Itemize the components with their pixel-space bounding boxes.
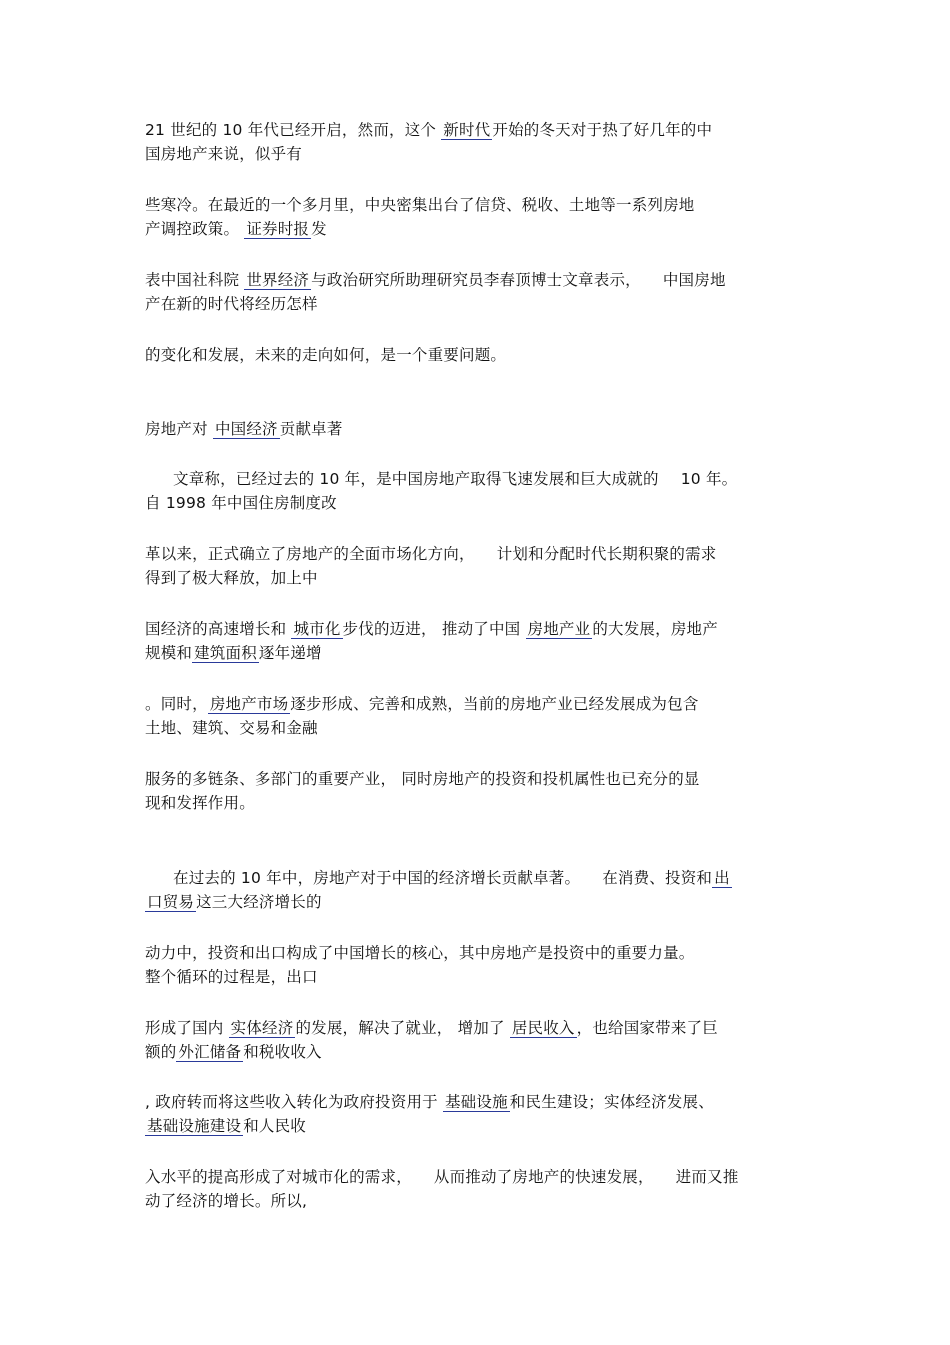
paragraph-body-6: 在过去的 10 年中，房地产对于中国的经济增长贡献卓著。 在消费、投资和 出 口贸易 这三大经济增长的 <box>147 869 730 911</box>
section-heading: 房地产对 中国经济 贡献卓著 <box>145 420 343 438</box>
paragraph-intro-1: 21 世纪的 10 年代已经开启，然而，这个 新时代 开始的冬天对于热了好几年的中 国房地产来说，似乎有 <box>145 121 713 163</box>
paragraph-body-5: 服务的多链条、多部门的重要产业， 同时房地产的投资和投机属性也已充分的显 现和发挥作用。 <box>145 770 700 812</box>
link-building-area[interactable]: 建筑面积 <box>194 644 257 662</box>
paragraph-body-10: 入水平的提高形成了对城市化的需求， 从而推动了房地产的快速发展， 进而又推 动了经济的增长。所以, <box>145 1168 739 1210</box>
paragraph-body-1: 文章称，已经过去的 10 年，是中国房地产取得飞速发展和巨大成就的 10 年。 自 1998 年中国住房制度改 <box>145 470 738 512</box>
paragraph-intro-2: 些寒冷。在最近的一个多月里，中央密集出台了信贷、税收、土地等一系列房地 产调控政策。 证券时报 发 <box>145 196 695 238</box>
link-china-economy[interactable]: 中国经济 <box>214 420 278 438</box>
link-real-economy[interactable]: 实体经济 <box>230 1019 294 1037</box>
link-export-trade-part1[interactable]: 出 <box>714 869 730 887</box>
paragraph-body-2: 革以来，正式确立了房地产的全面市场化方向， 计划和分配时代长期积聚的需求 得到了极大释放，加上中 <box>145 545 717 587</box>
link-new-era[interactable]: 新时代 <box>443 121 491 139</box>
link-real-estate-market[interactable]: 房地产市场 <box>209 695 289 713</box>
link-export-trade-part2[interactable]: 口贸易 <box>147 893 195 911</box>
paragraph-body-7: 动力中，投资和出口构成了中国增长的核心，其中房地产是投资中的重要力量。 整个循环的过程是，出口 <box>145 944 695 986</box>
link-infrastructure-construction[interactable]: 基础设施建设 <box>147 1117 242 1135</box>
link-securities-times[interactable]: 证券时报 <box>246 220 310 238</box>
link-urbanization[interactable]: 城市化 <box>293 620 341 638</box>
link-infrastructure[interactable]: 基础设施 <box>444 1093 508 1111</box>
link-resident-income[interactable]: 居民收入 <box>511 1019 575 1037</box>
paragraph-body-3: 国经济的高速增长和 城市化 步伐的迈进， 推动了中国 房地产业 的大发展，房地产 规模和 建筑面积 逐年递增 <box>145 620 718 662</box>
paragraph-intro-3: 表中国社科院 世界经济 与政治研究所助理研究员李春顶博士文章表示， 中国房地 产在新的时代将经历怎样 <box>145 271 726 313</box>
link-real-estate-industry[interactable]: 房地产业 <box>527 620 591 638</box>
link-foreign-reserves[interactable]: 外汇储备 <box>178 1043 242 1061</box>
paragraph-body-9: , 政府转而将这些收入转化为政府投资用于 基础设施 和民生建设；实体经济发展、 基础设施建设 和人民收 <box>145 1093 714 1135</box>
paragraph-intro-4: 的变化和发展，未来的走向如何，是一个重要问题。 <box>145 346 507 364</box>
link-world-economy[interactable]: 世界经济 <box>246 271 310 289</box>
paragraph-body-8: 形成了国内 实体经济 的发展，解决了就业， 增加了 居民收入 ，也给国家带来了巨 额的 外汇储备 和税收收入 <box>145 1019 718 1061</box>
paragraph-body-4: 。同时， 房地产市场 逐步形成、完善和成熟，当前的房地产业已经发展成为包含 土地、建筑、交易和金融 <box>145 695 699 737</box>
